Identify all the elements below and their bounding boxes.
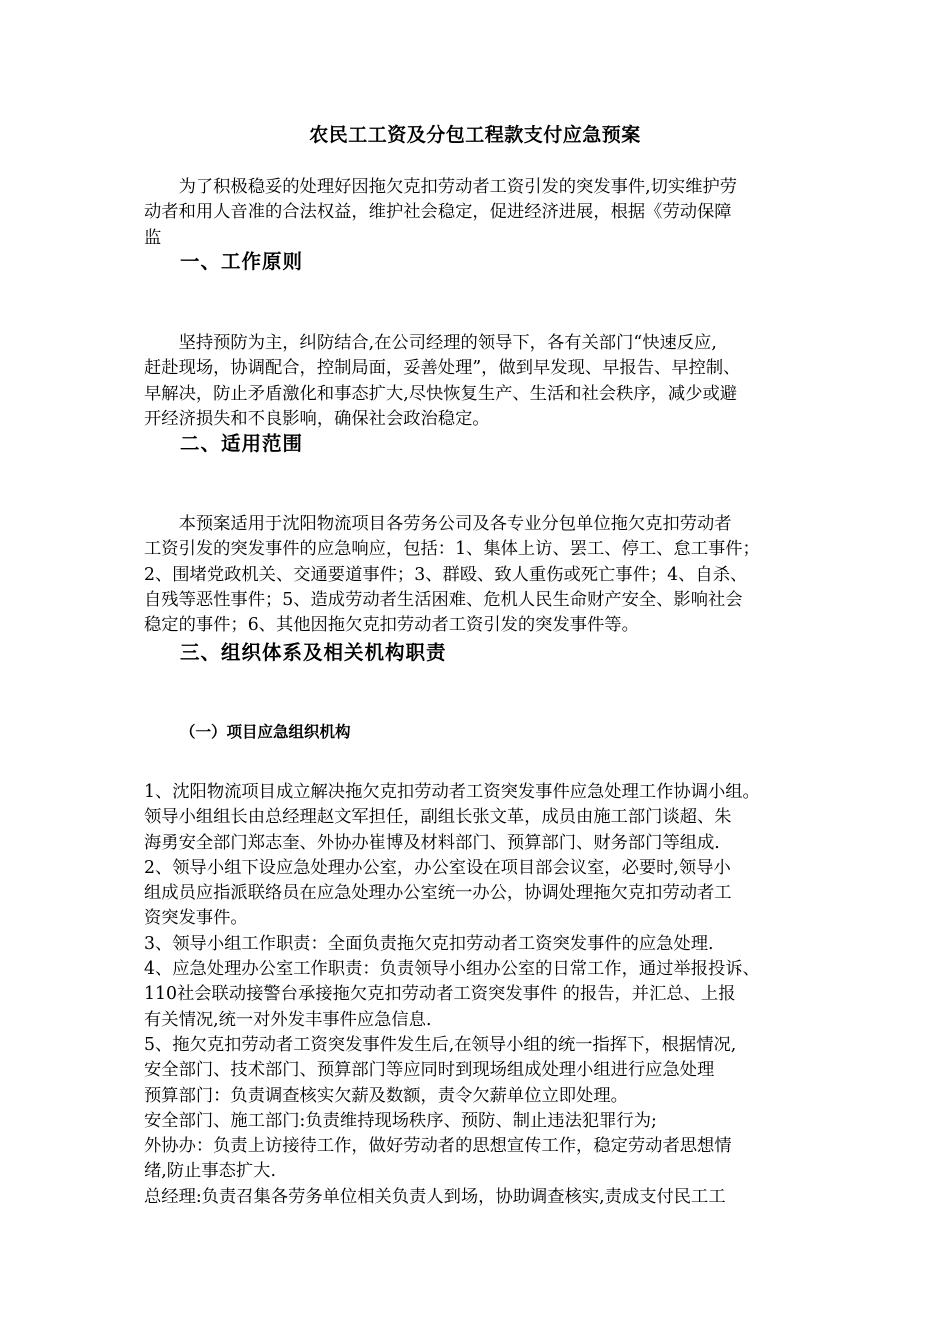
section-heading-1: 一、工作原则	[180, 250, 304, 273]
list-line: 有关情况,统一对外发丰事件应急信息.	[144, 1009, 432, 1030]
list-line: 安全部门、技术部门、预算部门等应同时到现场组成处理小组进行应急处理	[144, 1060, 715, 1081]
list-line: 5、拖欠克扣劳动者工资突发事件发生后,在领导小组的统一指挥下，根据情况,	[144, 1034, 737, 1055]
section-heading-3: 三、组织体系及相关机构职责	[180, 641, 447, 664]
text-line: 工资引发的突发事件的应急响应，包括：1、集体上访、罢工、停工、怠工事件；	[144, 539, 760, 560]
list-line: 资突发事件。	[144, 908, 248, 929]
text-line: 稳定的事件；6、其他因拖欠克扣劳动者工资引发的突发事件等。	[144, 615, 639, 636]
text-line: 开经济损失和不良影响，确保社会政治稳定。	[144, 408, 490, 429]
subsection-heading: （一）项目应急组织机构	[180, 723, 351, 741]
text-line: 早解决，防止矛盾激化和事态扩大,尽快恢复生产、生活和社会秩序，减少或避	[144, 383, 738, 404]
list-line: 预算部门：负责调查核实欠薪及数额，责令欠薪单位立即处理。	[144, 1085, 628, 1106]
section-2-paragraph	[144, 512, 820, 638]
list-line: 绪,防止事态扩大.	[144, 1161, 276, 1182]
text-line: 赶赴现场，协调配合，控制局面，妥善处理”，做到早发现、早报告、早控制、	[144, 358, 741, 379]
intro-paragraph	[144, 175, 820, 251]
text-line: 监	[144, 227, 162, 248]
list-line: 外协办：负责上访接待工作，做好劳动者的思想宣传工作，稳定劳动者思想情	[144, 1136, 732, 1157]
list-line: 组成员应指派联络员在应急处理办公室统一办公，协调处理拖欠克扣劳动者工	[144, 883, 732, 904]
text-line: 为了积极稳妥的处理好因拖欠克扣劳动者工资引发的突发事件,切实维护劳	[144, 177, 738, 197]
list-line: 总经理:负责召集各劳务单位相关负责人到场，协助调查核实,责成支付民工工	[144, 1186, 726, 1207]
list-line: 3、领导小组工作职责：全面负责拖欠克扣劳动者工资突发事件的应急处理.	[144, 933, 714, 954]
section-heading-2: 二、适用范围	[180, 432, 304, 455]
list-line: 1、沈阳物流项目成立解决拖欠克扣劳动者工资突发事件应急处理工作协调小组。	[144, 782, 760, 802]
list-line: 2、领导小组下设应急处理办公室，办公室设在项目部会议室，必要时,领导小	[144, 857, 731, 878]
text-line: 2、围堵党政机关、交通要道事件；3、群殴、致人重伤或死亡事件；4、自杀、	[144, 564, 748, 585]
list-line: 安全部门、施工部门:负责维持现场秩序、预防、制止违法犯罪行为;	[144, 1110, 657, 1131]
section-1-paragraph	[144, 331, 820, 432]
list-line: 110社会联动接警台承接拖欠克扣劳动者工资突发事件 的报告，并汇总、上报	[144, 984, 736, 1005]
text-line: 自残等恶性事件；5、造成劳动者生活困难、危机人民生命财产安全、影响社会	[144, 589, 743, 610]
list-line: 海勇安全部门郑志奎、外协办崔博及材料部门、预算部门、财务部门等组成.	[144, 832, 720, 853]
document-title: 农民工工资及分包工程款支付应急预案	[309, 124, 641, 146]
text-line: 动者和用人音准的合法权益，维护社会稳定，促进经济进展，根据《劳动保障	[144, 202, 732, 223]
list-line: 4、应急处理办公室工作职责：负责领导小组办公室的日常工作，通过举报投诉、	[144, 959, 760, 980]
text-line: 坚持预防为主，纠防结合,在公司经理的领导下，各有关部门“快速反应,	[144, 333, 717, 353]
section-3-list	[144, 780, 834, 1210]
text-line: 本预案适用于沈阳物流项目各劳务公司及各专业分包单位拖欠克扣劳动者	[144, 514, 732, 534]
list-line: 领导小组组长由总经理赵文军担任，副组长张文革，成员由施工部门谈超、朱	[144, 807, 732, 828]
